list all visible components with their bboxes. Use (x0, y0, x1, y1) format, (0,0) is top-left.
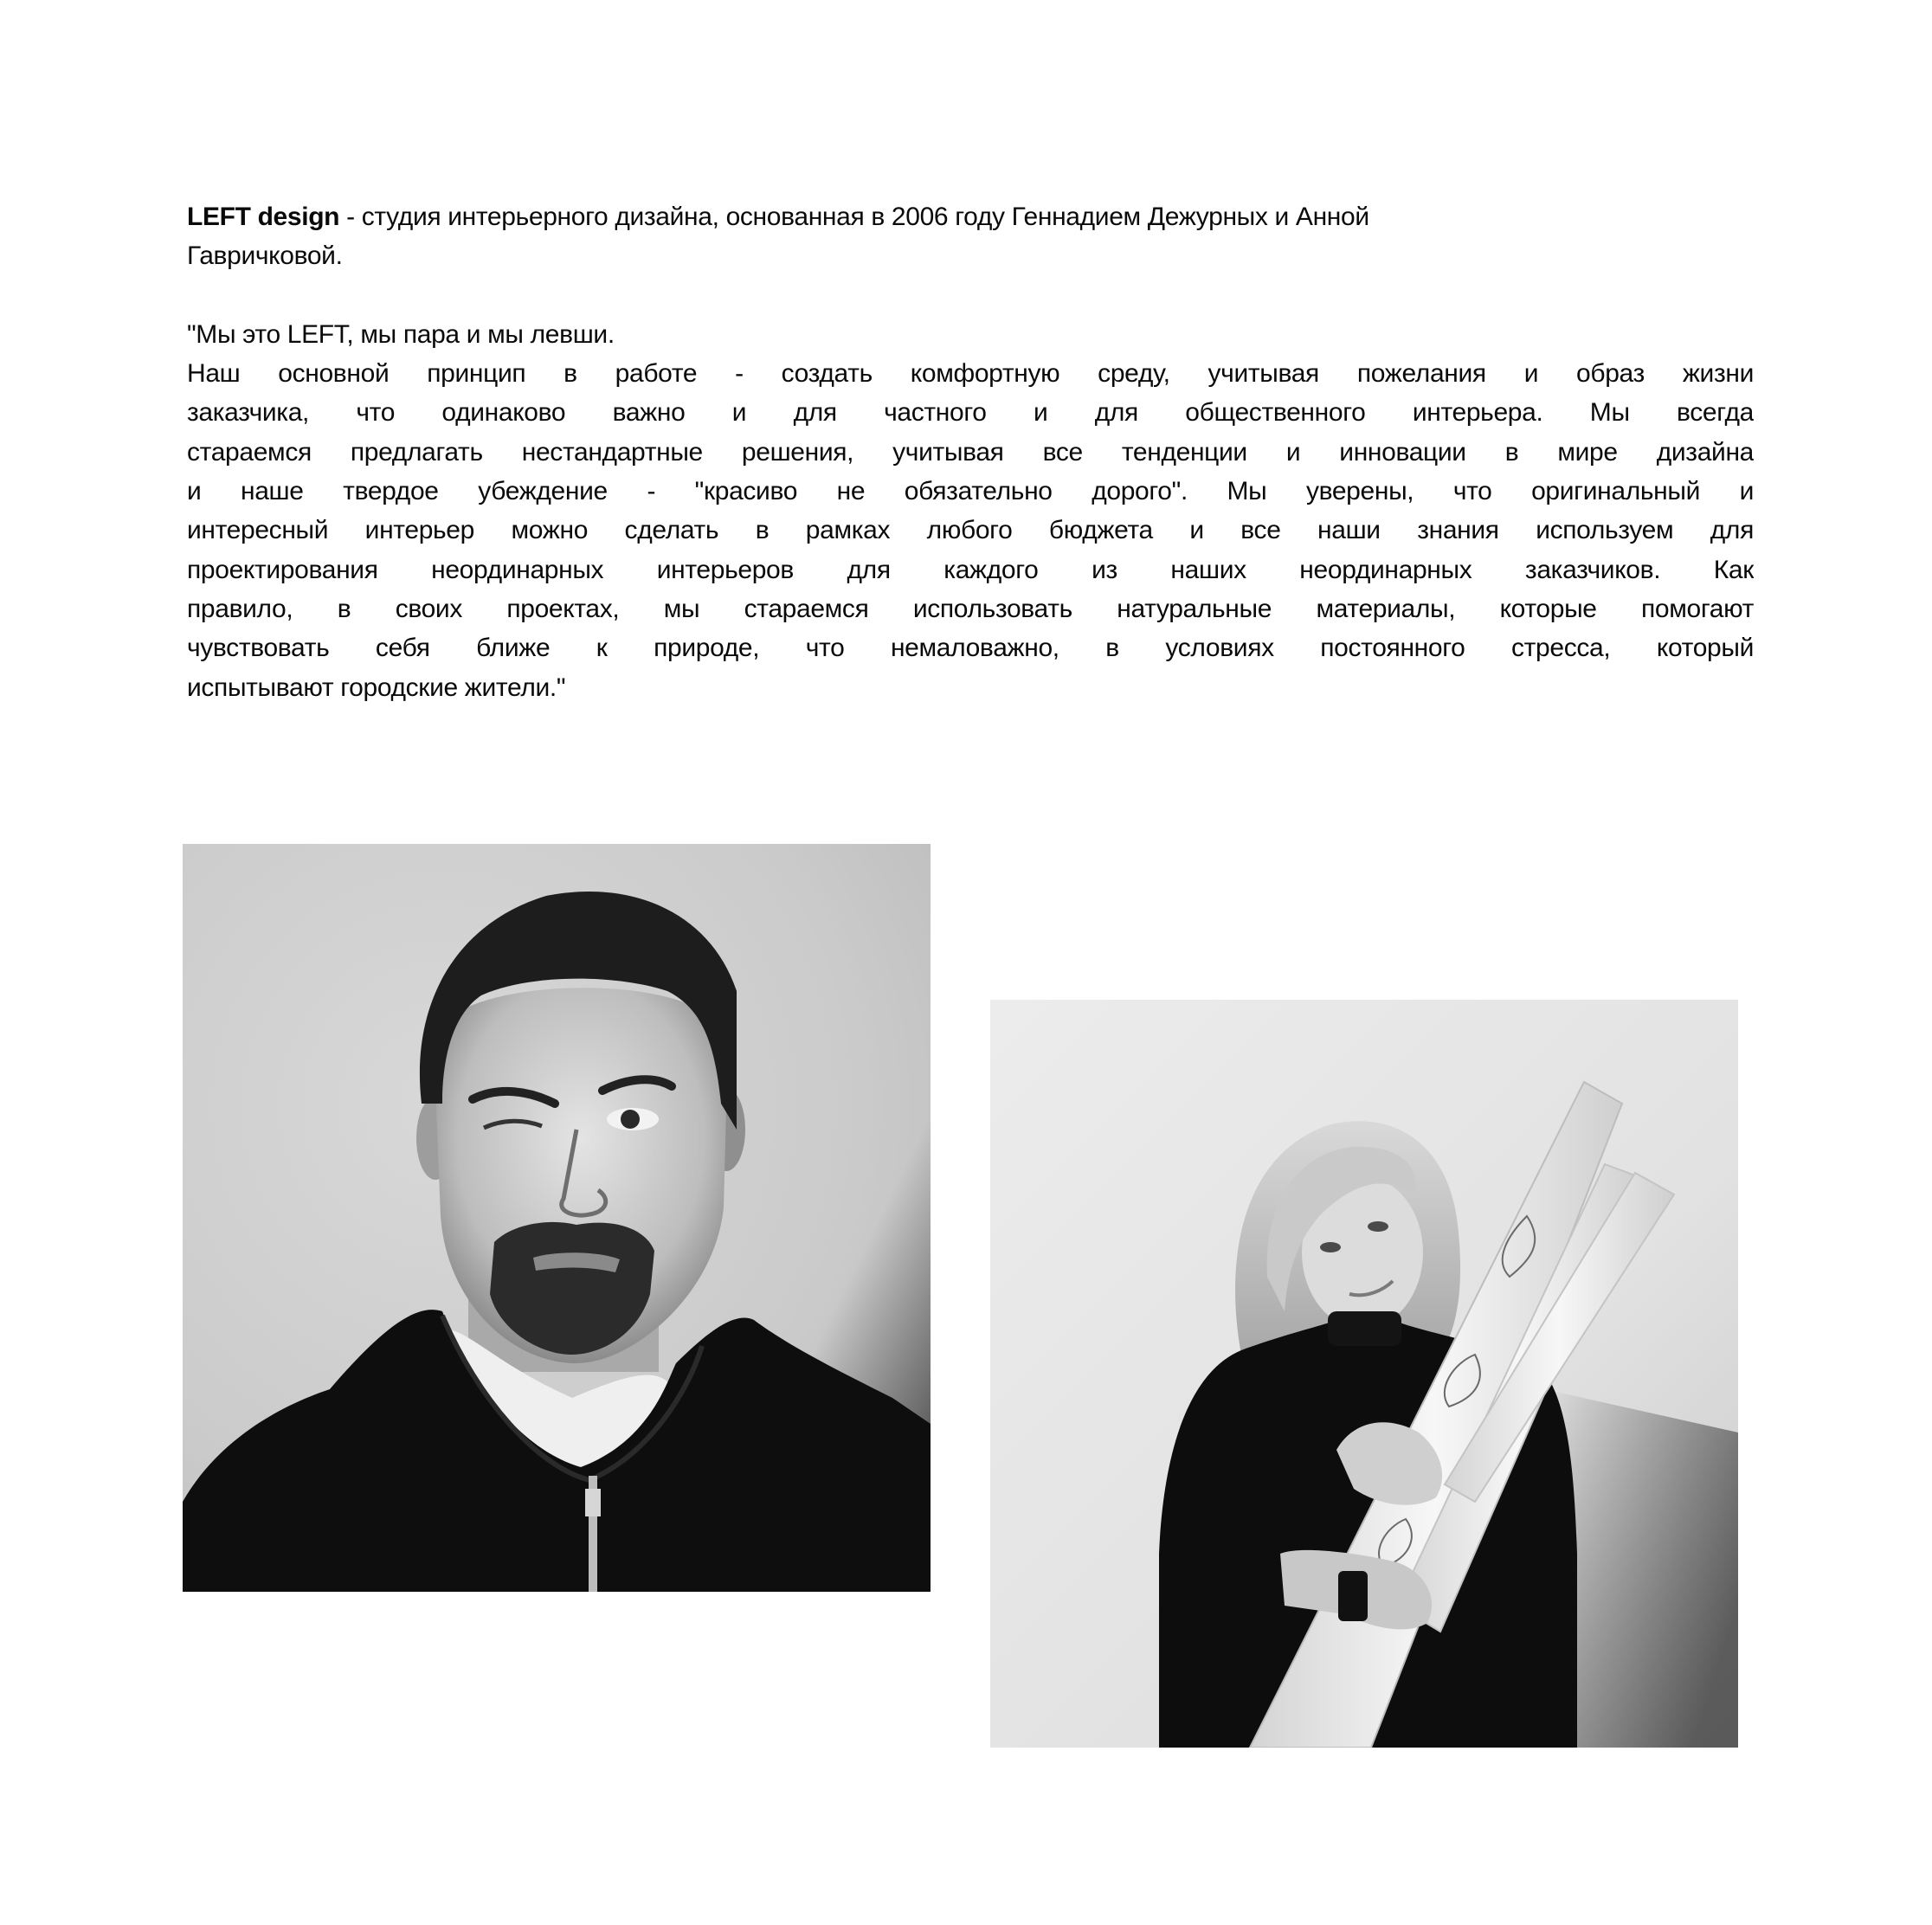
photo-gennady (183, 844, 931, 1592)
intro-text: - студия интерьерного дизайна, основанная в 2006 году Геннадием Дежурных и Анной (339, 203, 1369, 231)
quote-line: чувствовать себя ближе к природе, что немаловажно, в условиях постоянного стресса, который (187, 634, 1754, 663)
quote-line: испытывают городские жители." (187, 673, 566, 702)
quote-line: и наше твердое убеждение - "красиво не обязательно дорого". Мы уверены, что оригинальный и (187, 477, 1754, 506)
portrait-woman-image (990, 1000, 1738, 1748)
quote-line: интересный интерьер можно сделать в рамках любого бюджета и все наши знания используем для (187, 516, 1754, 545)
quote-line: стараемся предлагать нестандартные решения, учитывая все тенденции и инновации в мире дизайна (187, 437, 1754, 467)
intro-line-1 (187, 197, 1754, 236)
brand-name: LEFT design (187, 203, 340, 231)
photo-anna (990, 1000, 1738, 1748)
quote-line: Наш основной принцип в работе - создать комфортную среду, учитывая пожелания и образ жизни (187, 359, 1754, 389)
about-text (187, 197, 1754, 707)
quote-line: проектирования неординарных интерьеров для каждого из наших неординарных заказчиков. Как (187, 555, 1754, 584)
quote-line: заказчика, что одинаково важно и для частного и для общественного интерьера. Мы всегда (187, 398, 1754, 428)
quote-line: правило, в своих проектах, мы стараемся использовать натуральные материалы, которые помогают (187, 594, 1754, 623)
portrait-man-image (183, 844, 931, 1592)
intro-line-2: Гавричковой. (187, 241, 343, 271)
paragraph-spacer (187, 276, 1754, 315)
quote-line: "Мы это LEFT, мы пара и мы левши. (187, 319, 615, 349)
